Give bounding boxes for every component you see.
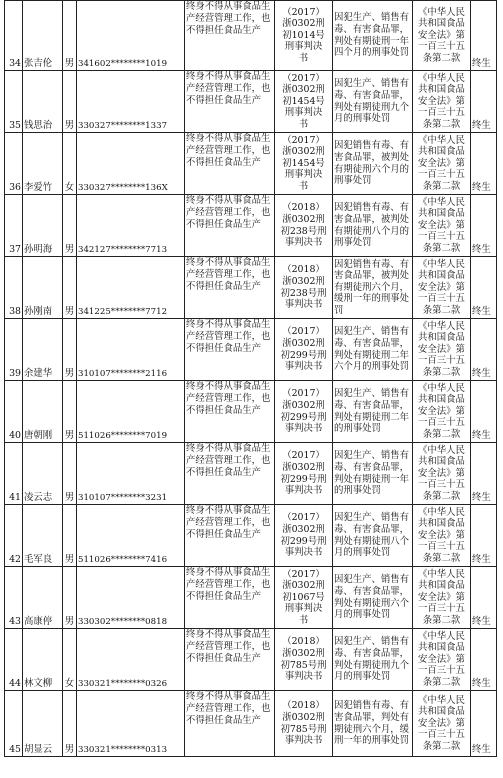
table-row — [5, 71, 497, 133]
person-sex: 男 — [63, 257, 77, 319]
ban-term: 终生 — [471, 381, 497, 443]
ban-line: 产经营管理工作，也 — [186, 578, 271, 590]
ban-line: 终身不得从事食品生 — [186, 443, 271, 454]
legal-basis: 《中华人民共和国食品安全法》第一百三十五条第二款 — [413, 505, 471, 567]
person-sex: 男 — [63, 443, 77, 505]
judgment-document — [275, 629, 333, 691]
person-name: 孙明海 — [23, 195, 63, 257]
ban-line: 产经营管理工作，也 — [186, 454, 271, 466]
ban-description — [185, 257, 275, 319]
judgment-line: （2017） — [282, 388, 325, 400]
ban-line: 终身不得从事食品生 — [186, 381, 271, 392]
row-number: 37 — [5, 195, 23, 257]
id-number: 341602********1019 — [77, 1, 185, 71]
judgment-line: 事判决书 — [284, 237, 323, 249]
table-row — [5, 567, 497, 629]
judgment-line: （2017） — [282, 568, 325, 580]
judgment-line: 浙0302刑 — [282, 275, 325, 287]
judgment-line: 浙0302刑 — [282, 580, 325, 592]
ban-term: 终生 — [471, 567, 497, 629]
person-name: 胡显云 — [23, 691, 63, 757]
ban-term: 终生 — [471, 443, 497, 505]
id-number: 342127********7713 — [77, 195, 185, 257]
ban-line: 产经营管理工作，也 — [186, 640, 271, 652]
ban-description — [185, 691, 275, 757]
judgment-line: 刑事判决 — [284, 41, 323, 53]
judgment-line: 事判决书 — [284, 735, 323, 747]
judgment-document — [275, 319, 333, 381]
ban-term: 终生 — [471, 133, 497, 195]
ban-line: 终身不得从事食品生 — [186, 567, 271, 578]
crime-description: 因犯生产、销售有毒、有害食品罪，判处有期徒刑一年的刑事处罚 — [333, 443, 413, 505]
ban-line: 不得担任食品生产 — [186, 156, 262, 168]
legal-basis: 《中华人民共和国食品安全法》第一百三十五条第二款 — [413, 133, 471, 195]
person-name: 孙刚南 — [23, 257, 63, 319]
table-row — [5, 629, 497, 691]
judgment-line: （2018） — [282, 700, 325, 712]
person-name: 唐朝刚 — [23, 381, 63, 443]
ban-line: 产经营管理工作，也 — [186, 516, 271, 528]
ban-description — [185, 133, 275, 195]
ban-description — [185, 319, 275, 381]
ban-line: 不得担任食品生产 — [186, 218, 262, 230]
ban-term: 终生 — [471, 505, 497, 567]
row-number: 43 — [5, 567, 23, 629]
legal-basis: 《中华人民共和国食品安全法》第一百三十五条第二款 — [413, 1, 471, 71]
judgment-line: 书 — [298, 52, 309, 64]
person-name: 凌云志 — [23, 443, 63, 505]
person-name: 余建华 — [23, 319, 63, 381]
ban-description — [185, 195, 275, 257]
ban-line: 终身不得从事食品生 — [186, 257, 271, 268]
person-sex: 男 — [63, 505, 77, 567]
table-row — [5, 257, 497, 319]
id-number: 330327********136X — [77, 133, 185, 195]
ban-line: 终身不得从事食品生 — [186, 195, 271, 206]
judgment-line: 事判决书 — [284, 547, 323, 559]
judgment-line: （2017） — [282, 512, 325, 524]
crime-description: 因犯销售有毒、有害食品罪，被判处有期徒刑六个月的刑事处罚 — [333, 133, 413, 195]
table-row — [5, 381, 497, 443]
ban-term: 终生 — [471, 257, 497, 319]
ban-line: 终身不得从事食品生 — [186, 629, 271, 640]
ban-description — [185, 381, 275, 443]
ban-description — [185, 505, 275, 567]
id-number: 511026********7416 — [77, 505, 185, 567]
ban-line: 终身不得从事食品生 — [186, 1, 271, 12]
person-sex: 男 — [63, 381, 77, 443]
judgment-line: （2018） — [282, 264, 325, 276]
crime-description: 因犯生产、销售有毒、有害食品罪，判处有期徒刑六个月的刑事处罚 — [333, 567, 413, 629]
judgment-document — [275, 195, 333, 257]
ban-line: 产经营管理工作，也 — [186, 82, 271, 94]
id-number: 330321********0313 — [77, 691, 185, 757]
person-sex: 女 — [63, 629, 77, 691]
judgment-line: 初299号刑 — [280, 535, 327, 547]
row-number: 41 — [5, 443, 23, 505]
judgment-document — [275, 567, 333, 629]
person-sex: 男 — [63, 71, 77, 133]
judgment-line: 初1454号 — [282, 95, 325, 107]
judgment-line: 事判决书 — [284, 671, 323, 683]
judgment-line: 书 — [298, 118, 309, 130]
person-sex: 男 — [63, 195, 77, 257]
id-number: 310107********3231 — [77, 443, 185, 505]
row-number: 35 — [5, 71, 23, 133]
person-sex: 男 — [63, 567, 77, 629]
crime-description: 因犯生产、销售有毒、有害食品罪，判处有期徒刑一年四个月的刑事处罚 — [333, 1, 413, 71]
ban-term: 终生 — [471, 1, 497, 71]
ban-line: 产经营管理工作，也 — [186, 268, 271, 280]
ban-line: 不得担任食品生产 — [186, 280, 262, 292]
person-name: 林文柳 — [23, 629, 63, 691]
judgment-line: 事判决书 — [284, 361, 323, 373]
judgment-line: （2017） — [282, 134, 325, 146]
ban-line: 产经营管理工作，也 — [186, 144, 271, 156]
id-number: 341225********7712 — [77, 257, 185, 319]
judgment-line: （2017） — [282, 72, 325, 84]
person-name: 高康停 — [23, 567, 63, 629]
row-number: 44 — [5, 629, 23, 691]
ban-description — [185, 71, 275, 133]
judgment-line: 浙0302刑 — [282, 18, 325, 30]
ban-line: 终身不得从事食品生 — [186, 505, 271, 516]
judgment-document — [275, 381, 333, 443]
ban-term: 终生 — [471, 195, 497, 257]
person-sex: 男 — [63, 319, 77, 381]
judgment-line: （2017） — [282, 450, 325, 462]
judgment-line: 初785号刑 — [280, 723, 327, 735]
ban-line: 不得担任食品生产 — [186, 590, 262, 602]
ban-line: 不得担任食品生产 — [186, 714, 262, 726]
judgment-document — [275, 505, 333, 567]
ban-line: 不得担任食品生产 — [186, 466, 262, 478]
ban-line: 产经营管理工作，也 — [186, 330, 271, 342]
legal-basis: 《中华人民共和国食品安全法》第一百三十五条第二款 — [413, 629, 471, 691]
judgment-line: 事判决书 — [284, 423, 323, 435]
legal-basis: 《中华人民共和国食品安全法》第一百三十五条第二款 — [413, 443, 471, 505]
person-name: 李爱竹 — [23, 133, 63, 195]
ban-line: 产经营管理工作，也 — [186, 12, 271, 24]
row-number: 34 — [5, 1, 23, 71]
crime-description: 因犯销售有毒、有害食品罪，被判处有期徒刑六个月，缓刑一年的刑事处罚 — [333, 257, 413, 319]
judgment-line: 书 — [298, 180, 309, 192]
judgment-line: 浙0302刑 — [282, 711, 325, 723]
blacklist-table — [4, 0, 497, 757]
legal-basis: 《中华人民共和国食品安全法》第一百三十五条第二款 — [413, 319, 471, 381]
crime-description: 因犯销售有毒、有害食品罪，被判处有期徒刑八个月的刑事处罚 — [333, 195, 413, 257]
crime-description: 因犯销售有毒、有害食品罪，判处有期徒刑六个月，缓刑一年的刑事处罚 — [333, 691, 413, 757]
person-name: 张吉伦 — [23, 1, 63, 71]
id-number: 330302********0818 — [77, 567, 185, 629]
legal-basis: 《中华人民共和国食品安全法》第一百三十五条第二款 — [413, 567, 471, 629]
ban-line: 终身不得从事食品生 — [186, 71, 271, 82]
ban-line: 不得担任食品生产 — [186, 342, 262, 354]
ban-term: 终生 — [471, 319, 497, 381]
row-number: 38 — [5, 257, 23, 319]
row-number: 36 — [5, 133, 23, 195]
ban-line: 终身不得从事食品生 — [186, 691, 271, 702]
judgment-line: 浙0302刑 — [282, 146, 325, 158]
judgment-document — [275, 691, 333, 757]
table-body — [5, 1, 497, 757]
person-name: 钱思治 — [23, 71, 63, 133]
judgment-line: 书 — [298, 614, 309, 626]
id-number: 511026********7019 — [77, 381, 185, 443]
judgment-line: 刑事判决 — [284, 603, 323, 615]
judgment-line: （2017） — [282, 326, 325, 338]
judgment-line: （2018） — [282, 636, 325, 648]
judgment-line: 初299号刑 — [280, 411, 327, 423]
row-number: 42 — [5, 505, 23, 567]
crime-description: 因犯生产、销售有毒、有害食品罪，判处有期徒刑二年的刑事处罚 — [333, 381, 413, 443]
crime-description: 因犯生产、销售有毒、有害食品罪，判处有期徒刑九个月的刑事处罚 — [333, 629, 413, 691]
judgment-line: 事判决书 — [284, 299, 323, 311]
ban-term: 终生 — [471, 629, 497, 691]
judgment-line: 初238号刑 — [280, 287, 327, 299]
legal-basis: 《中华人民共和国食品安全法》第一百三十五条第二款 — [413, 71, 471, 133]
ban-description — [185, 443, 275, 505]
judgment-line: 初1014号 — [282, 29, 325, 41]
table-row — [5, 195, 497, 257]
person-sex: 女 — [63, 133, 77, 195]
table-row — [5, 505, 497, 567]
judgment-line: 刑事判决 — [284, 107, 323, 119]
judgment-line: 浙0302刑 — [282, 337, 325, 349]
judgment-line: 刑事判决 — [284, 169, 323, 181]
judgment-line: 初238号刑 — [280, 225, 327, 237]
id-number: 330327********1337 — [77, 71, 185, 133]
legal-basis: 《中华人民共和国食品安全法》第一百三十五条第二款 — [413, 381, 471, 443]
ban-line: 不得担任食品生产 — [186, 94, 262, 106]
judgment-document — [275, 1, 333, 71]
table-row — [5, 443, 497, 505]
judgment-document — [275, 443, 333, 505]
legal-basis: 《中华人民共和国食品安全法》第一百三十五条第二款 — [413, 195, 471, 257]
judgment-line: 初299号刑 — [280, 349, 327, 361]
id-number: 310107********2116 — [77, 319, 185, 381]
ban-term: 终生 — [471, 71, 497, 133]
table-row — [5, 319, 497, 381]
id-number: 330321********0326 — [77, 629, 185, 691]
judgment-line: 初299号刑 — [280, 473, 327, 485]
crime-description: 因犯生产、销售有毒、有害食品罪，判处有期徒刑八个月的刑事处罚 — [333, 505, 413, 567]
ban-term: 终生 — [471, 691, 497, 757]
judgment-line: （2018） — [282, 202, 325, 214]
judgment-line: 浙0302刑 — [282, 647, 325, 659]
judgment-line: 初1454号 — [282, 157, 325, 169]
ban-line: 不得担任食品生产 — [186, 652, 262, 664]
judgment-document — [275, 133, 333, 195]
judgment-line: （2017） — [282, 6, 325, 18]
crime-description: 因犯生产、销售有毒、有害食品罪，判处有期徒刑九个月的刑事处罚 — [333, 71, 413, 133]
person-sex: 男 — [63, 691, 77, 757]
table-row — [5, 691, 497, 757]
judgment-line: 浙0302刑 — [282, 461, 325, 473]
ban-description — [185, 629, 275, 691]
table-row — [5, 133, 497, 195]
judgment-line: 浙0302刑 — [282, 523, 325, 535]
judgment-line: 浙0302刑 — [282, 213, 325, 225]
ban-line: 终身不得从事食品生 — [186, 133, 271, 144]
judgment-document — [275, 257, 333, 319]
judgment-line: 浙0302刑 — [282, 84, 325, 96]
ban-description — [185, 567, 275, 629]
ban-line: 不得担任食品生产 — [186, 24, 262, 36]
legal-basis: 《中华人民共和国食品安全法》第一百三十五条第二款 — [413, 691, 471, 757]
judgment-line: 初785号刑 — [280, 659, 327, 671]
ban-description — [185, 1, 275, 71]
row-number: 39 — [5, 319, 23, 381]
legal-basis: 《中华人民共和国食品安全法》第一百三十五条第二款 — [413, 257, 471, 319]
ban-line: 不得担任食品生产 — [186, 404, 262, 416]
ban-line: 产经营管理工作，也 — [186, 702, 271, 714]
judgment-document — [275, 71, 333, 133]
ban-line: 产经营管理工作，也 — [186, 206, 271, 218]
judgment-line: 初1067号 — [282, 591, 325, 603]
person-sex: 男 — [63, 1, 77, 71]
ban-line: 不得担任食品生产 — [186, 528, 262, 540]
judgment-line: 事判决书 — [284, 485, 323, 497]
table-row — [5, 1, 497, 71]
judgment-line: 浙0302刑 — [282, 399, 325, 411]
ban-line: 终身不得从事食品生 — [186, 319, 271, 330]
row-number: 40 — [5, 381, 23, 443]
ban-line: 产经营管理工作，也 — [186, 392, 271, 404]
person-name: 毛军良 — [23, 505, 63, 567]
row-number: 45 — [5, 691, 23, 757]
crime-description: 因犯生产、销售有毒、有害食品罪，判处有期徒刑二年六个月的刑事处罚 — [333, 319, 413, 381]
